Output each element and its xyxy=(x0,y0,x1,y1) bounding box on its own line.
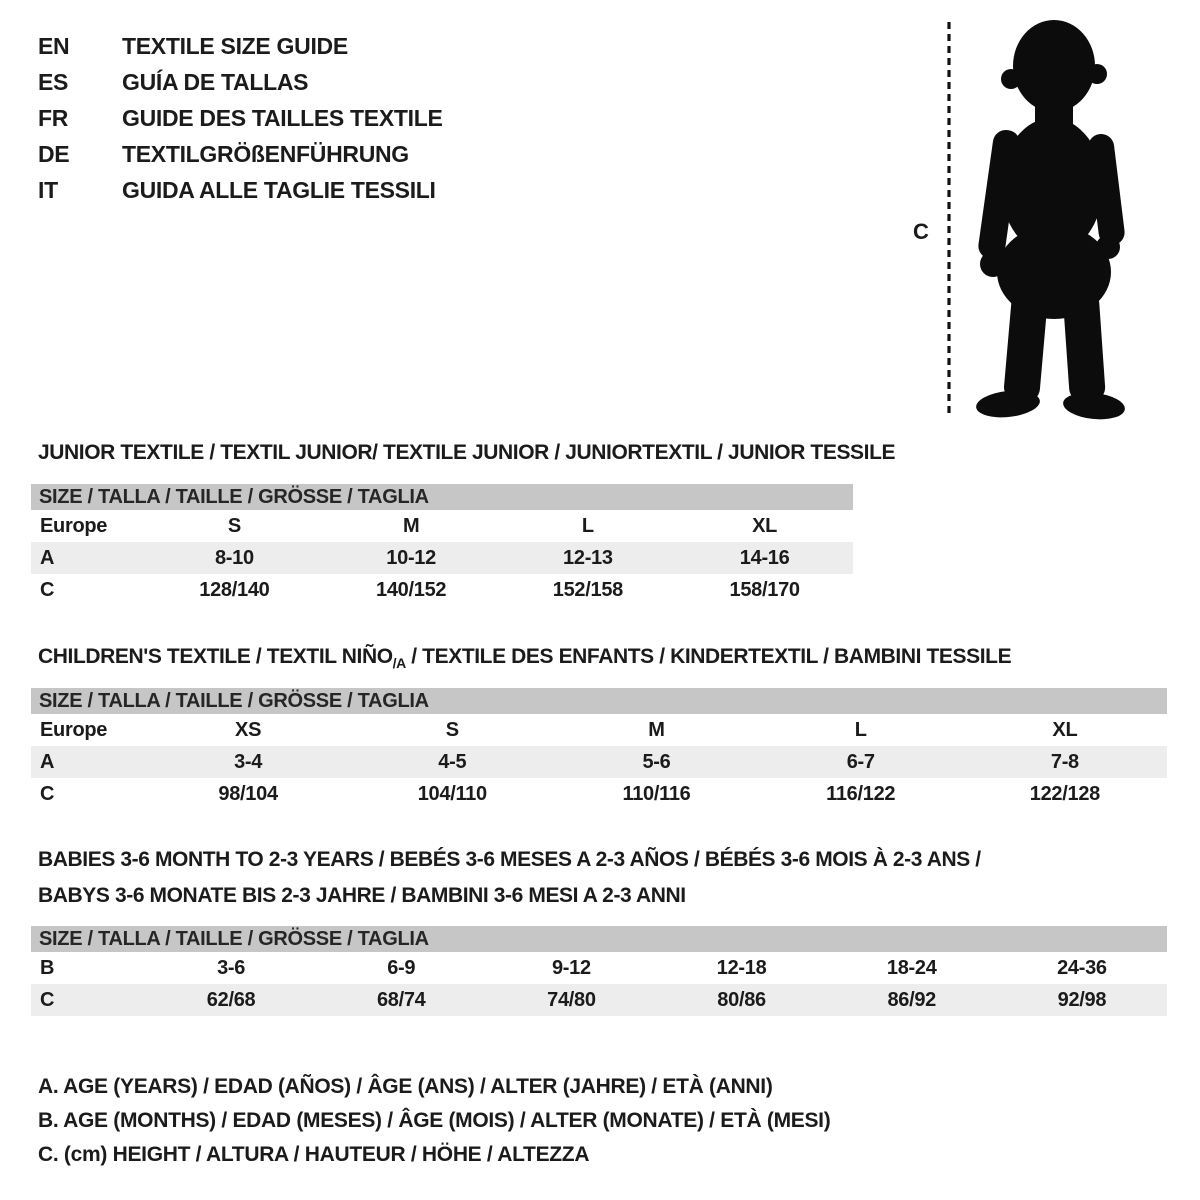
height-cell: 62/68 xyxy=(206,988,256,1011)
age-cell: 8-10 xyxy=(214,546,254,569)
babies-title-line2: BABYS 3-6 MONATE BIS 2-3 JAHRE / BAMBINI 3-6 MESI A 2-3 ANNI xyxy=(38,884,686,907)
babies-section-title xyxy=(38,842,981,914)
guide-title: GUIDE DES TAILLES TEXTILE xyxy=(122,104,443,131)
size-cell: M xyxy=(402,514,420,537)
months-cell: 24-36 xyxy=(1057,956,1107,979)
height-cell: 110/116 xyxy=(622,782,691,805)
babies-size-table xyxy=(31,926,1167,1016)
table-row-height xyxy=(31,984,1167,1016)
guide-title: GUIDA ALLE TAGLIE TESSILI xyxy=(122,176,436,203)
legend-age-months: B. AGE (MONTHS) / EDAD (MESES) / ÂGE (MOIS) / ALTER (MONATE) / ETÀ (MESI) xyxy=(38,1109,831,1132)
size-cell: XS xyxy=(235,718,262,741)
lang-row-en xyxy=(38,28,443,64)
row-label: Europe xyxy=(40,514,108,537)
size-cell: S xyxy=(445,718,459,741)
size-header-bar: SIZE / TALLA / TAILLE / GRÖSSE / TAGLIA xyxy=(31,484,853,510)
lang-code: ES xyxy=(38,68,69,95)
lang-row-fr xyxy=(38,100,443,136)
table-row-europe xyxy=(31,714,1167,746)
guide-title: GUÍA DE TALLAS xyxy=(122,68,309,95)
height-cell: 152/158 xyxy=(552,578,623,601)
months-cell: 18-24 xyxy=(886,956,937,979)
row-label: C xyxy=(40,782,55,805)
baby-silhouette-icon xyxy=(936,14,1141,422)
row-label: A xyxy=(40,546,55,569)
lang-code: FR xyxy=(38,104,69,131)
lang-row-de xyxy=(38,136,443,172)
height-cell: 98/104 xyxy=(218,782,278,805)
size-header-bar: SIZE / TALLA / TAILLE / GRÖSSE / TAGLIA xyxy=(31,926,1167,952)
size-cell: S xyxy=(227,514,241,537)
age-cell: 5-6 xyxy=(642,750,671,773)
height-cell: 92/98 xyxy=(1057,988,1107,1011)
size-cell: M xyxy=(648,718,665,741)
age-cell: 7-8 xyxy=(1050,750,1079,773)
baby-silhouette-shape xyxy=(975,20,1126,422)
babies-title-line1: BABIES 3-6 MONTH TO 2-3 YEARS / BEBÉS 3-6 MESES A 2-3 AÑOS / BÉBÉS 3-6 MOIS À 2-3 ANS / xyxy=(38,848,981,871)
size-cell: L xyxy=(581,514,594,537)
height-measure-label: C xyxy=(913,219,929,244)
children-title-after: / TEXTILE DES ENFANTS / KINDERTEXTIL / BAMBINI TESSILE xyxy=(405,645,1012,668)
height-cell: 158/170 xyxy=(729,578,800,601)
table-row-age xyxy=(31,542,853,574)
age-cell: 12-13 xyxy=(563,546,613,569)
junior-section-title: JUNIOR TEXTILE / TEXTIL JUNIOR/ TEXTILE JUNIOR / JUNIORTEXTIL / JUNIOR TESSILE xyxy=(38,441,896,464)
legend-height-cm: C. (cm) HEIGHT / ALTURA / HAUTEUR / HÖHE / ALTEZZA xyxy=(38,1143,590,1166)
size-cell: XL xyxy=(1052,718,1078,741)
table-row-europe xyxy=(31,510,853,542)
lang-row-it xyxy=(38,172,443,208)
age-cell: 3-4 xyxy=(234,750,263,773)
row-label: C xyxy=(40,578,55,601)
children-size-table xyxy=(31,688,1167,810)
guide-title: TEXTILGRÖßENFÜHRUNG xyxy=(122,140,409,167)
lang-code: EN xyxy=(38,32,70,59)
height-cell: 122/128 xyxy=(1029,782,1100,805)
height-cell: 140/152 xyxy=(376,578,447,601)
measure-legend xyxy=(38,1070,830,1172)
size-header-bar: SIZE / TALLA / TAILLE / GRÖSSE / TAGLIA xyxy=(31,688,1167,714)
size-cell: L xyxy=(854,718,867,741)
height-cell: 128/140 xyxy=(199,578,270,601)
language-title-list xyxy=(38,28,443,208)
children-title-sub: /A xyxy=(392,655,406,672)
height-cell: 74/80 xyxy=(547,988,596,1011)
table-row-months xyxy=(31,952,1167,984)
age-cell: 6-7 xyxy=(846,750,875,773)
months-cell: 6-9 xyxy=(387,956,416,979)
legend-age-years: A. AGE (YEARS) / EDAD (AÑOS) / ÂGE (ANS) / ALTER (JAHRE) / ETÀ (ANNI) xyxy=(38,1075,773,1098)
guide-title: TEXTILE SIZE GUIDE xyxy=(122,32,348,59)
height-cell: 86/92 xyxy=(887,988,937,1011)
months-cell: 3-6 xyxy=(217,956,246,979)
height-cell: 116/122 xyxy=(826,782,896,805)
table-row-height xyxy=(31,574,853,606)
age-cell: 14-16 xyxy=(739,546,790,569)
row-label: Europe xyxy=(40,718,108,741)
age-cell: 10-12 xyxy=(386,546,436,569)
row-label: C xyxy=(40,988,55,1011)
lang-row-es xyxy=(38,64,443,100)
lang-code: IT xyxy=(38,176,58,203)
junior-size-table xyxy=(31,484,853,606)
months-cell: 12-18 xyxy=(716,956,767,979)
size-cell: XL xyxy=(752,514,778,537)
table-row-height xyxy=(31,778,1167,810)
months-cell: 9-12 xyxy=(551,956,591,979)
lang-code: DE xyxy=(38,140,70,167)
height-cell: 80/86 xyxy=(717,988,766,1011)
height-cell: 68/74 xyxy=(376,988,426,1011)
row-label: B xyxy=(40,956,55,979)
children-title-before: CHILDREN'S TEXTILE / TEXTIL NIÑO xyxy=(38,645,393,668)
table-row-age xyxy=(31,746,1167,778)
children-section-title xyxy=(38,645,1011,671)
row-label: A xyxy=(40,750,55,773)
age-cell: 4-5 xyxy=(438,750,467,773)
height-cell: 104/110 xyxy=(417,782,487,805)
